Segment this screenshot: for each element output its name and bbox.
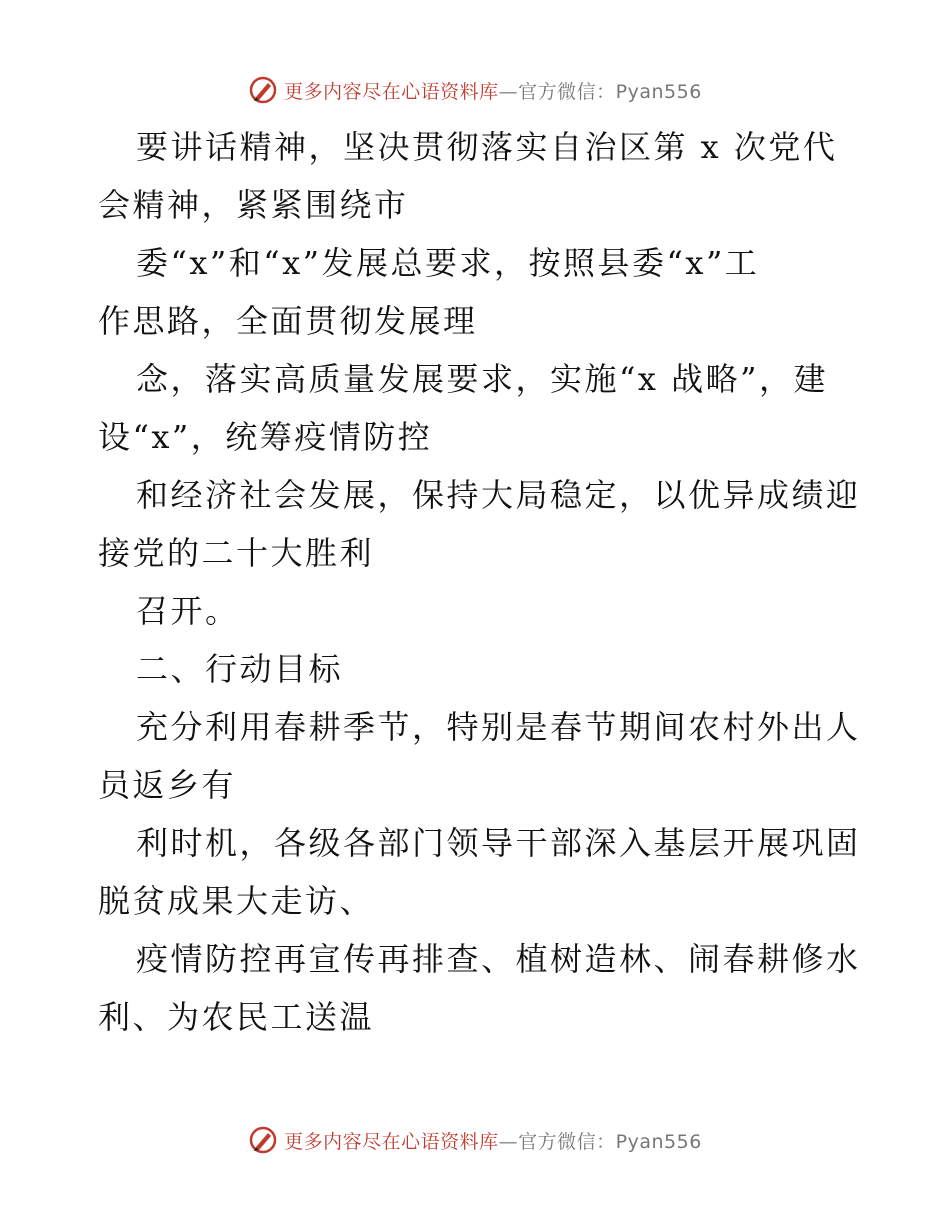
text-line: 脱贫成果大走访、: [98, 882, 375, 920]
text-line: 召开。: [136, 592, 240, 630]
text-line: 和经济社会发展，保持大局稳定，以优异成绩迎: [136, 476, 861, 514]
pen-logo-icon: [248, 75, 278, 105]
watermark-text: 更多内容尽在心语资料库—官方微信：Pyan556: [284, 1130, 702, 1153]
text-line: 作思路，全面贯彻发展理: [98, 302, 478, 340]
text-line: 接党的二十大胜利: [98, 534, 375, 572]
text-line: 设“x”，统筹疫情防控: [98, 418, 433, 456]
pen-logo-icon: [248, 1125, 278, 1155]
text-line: 利、为农民工送温: [98, 998, 375, 1036]
text-line: 员返乡有: [98, 766, 237, 804]
text-line: 利时机，各级各部门领导干部深入基层开展巩固: [136, 824, 861, 862]
text-line: 会精神，紧紧围绕市: [98, 186, 409, 224]
text-line: 要讲话精神，坚决贯彻落实自治区第 x 次党代: [136, 128, 838, 166]
watermark-footer: [0, 1120, 950, 1160]
watermark-text: 更多内容尽在心语资料库—官方微信：Pyan556: [284, 80, 702, 103]
document-body: [98, 118, 861, 1046]
text-line: 充分利用春耕季节，特别是春节期间农村外出人: [136, 708, 861, 746]
text-line: 念，落实高质量发展要求，实施“x 战略”，建: [136, 360, 828, 398]
text-line: 委“x”和“x”发展总要求，按照县委“x”工: [136, 244, 760, 282]
text-line: 疫情防控再宣传再排查、植树造林、闹春耕修水: [136, 940, 861, 978]
watermark-header: [0, 70, 950, 110]
section-heading: 二、行动目标: [136, 650, 344, 688]
